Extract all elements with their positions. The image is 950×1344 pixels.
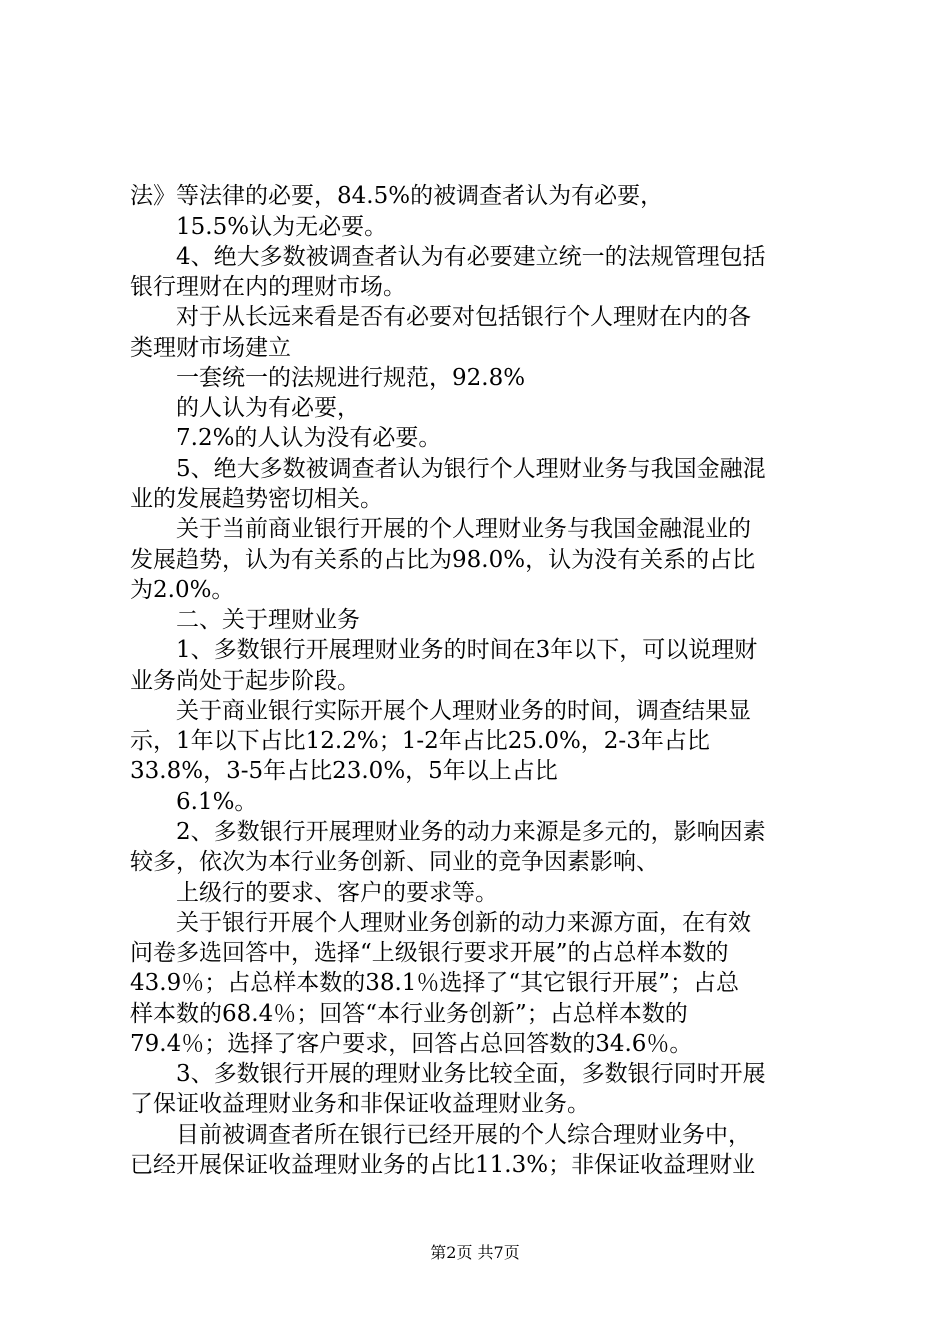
text-line: 为2.0%。 — [130, 577, 235, 603]
page-footer: 第2页 共7页 — [430, 1243, 520, 1262]
text-line: 类理财市场建立 — [130, 335, 291, 361]
text-line: 2、多数银行开展理财业务的动力来源是多元的，影响因素 — [176, 819, 766, 845]
text-line: 发展趋势，认为有关系的占比为98.0%，认为没有关系的占比 — [130, 547, 756, 573]
text-line: 较多，依次为本行业务创新、同业的竞争因素影响、 — [130, 849, 659, 875]
text-line: 了保证收益理财业务和非保证收益理财业务。 — [130, 1091, 590, 1117]
text-line: 业务尚处于起步阶段。 — [130, 668, 360, 694]
text-line: 关于银行开展个人理财业务创新的动力来源方面，在有效 — [176, 910, 751, 936]
text-line: 1、多数银行开展理财业务的时间在3年以下，可以说理财 — [176, 637, 758, 663]
text-line: 已经开展保证收益理财业务的占比11.3%；非保证收益理财业 — [130, 1152, 756, 1178]
text-line: 关于当前商业银行开展的个人理财业务与我国金融混业的 — [176, 516, 751, 542]
text-line: 79.4％；选择了客户要求，回答占总回答数的34.6％。 — [130, 1031, 693, 1057]
text-line: 43.9％；占总样本数的38.1％选择了“其它银行开展”；占总 — [130, 970, 739, 996]
section-heading: 二、关于理财业务 — [176, 607, 360, 633]
text-line: 法》等法律的必要，84.5%的被调查者认为有必要， — [130, 183, 664, 209]
text-line: 上级行的要求、客户的要求等。 — [176, 880, 498, 906]
text-line: 4、绝大多数被调查者认为有必要建立统一的法规管理包括 — [176, 244, 766, 270]
text-line: 示，1年以下占比12.2%；1-2年占比25.0%，2-3年占比 — [130, 728, 710, 754]
text-line: 银行理财在内的理财市场。 — [130, 274, 406, 300]
text-line: 33.8%，3-5年占比23.0%，5年以上占比 — [130, 758, 558, 784]
text-line: 5、绝大多数被调查者认为银行个人理财业务与我国金融混 — [176, 456, 766, 482]
text-line: 问卷多选回答中，选择“上级银行要求开展”的占总样本数的 — [130, 940, 729, 966]
text-line: 的人认为有必要， — [176, 395, 360, 421]
text-line: 关于商业银行实际开展个人理财业务的时间，调查结果显 — [176, 698, 751, 724]
text-line: 目前被调查者所在银行已经开展的个人综合理财业务中， — [176, 1122, 751, 1148]
text-line: 3、多数银行开展的理财业务比较全面，多数银行同时开展 — [176, 1061, 766, 1087]
text-line: 6.1%。 — [176, 789, 258, 815]
text-line: 7.2%的人认为没有必要。 — [176, 425, 442, 451]
text-line: 一套统一的法规进行规范，92.8% — [176, 365, 526, 391]
text-line: 样本数的68.4％；回答“本行业务创新”；占总样本数的 — [130, 1001, 688, 1027]
text-line: 业的发展趋势密切相关。 — [130, 486, 383, 512]
text-line: 15.5%认为无必要。 — [176, 214, 388, 240]
text-line: 对于从长远来看是否有必要对包括银行个人理财在内的各 — [176, 304, 751, 330]
